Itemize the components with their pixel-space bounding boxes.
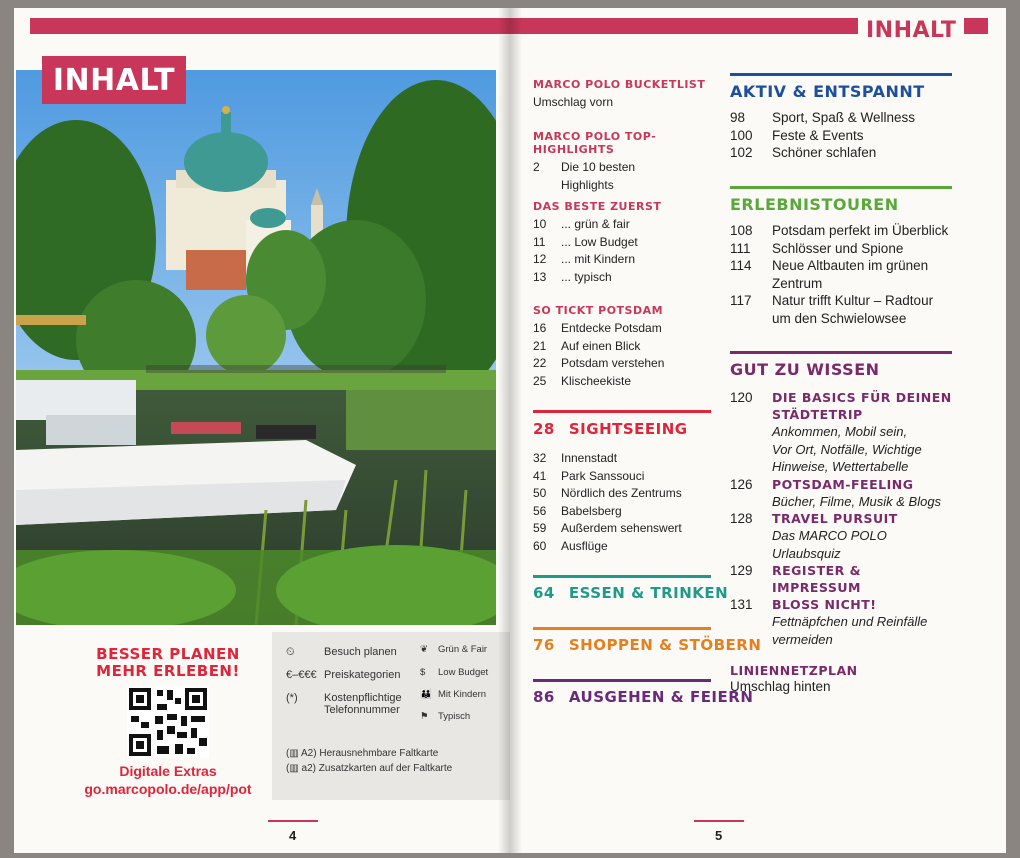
clock-icon: ⏲ [286, 646, 295, 658]
entry-text: ... grün & fair [561, 217, 630, 231]
entry-text: Die 10 besten [561, 160, 636, 174]
entry-page: 100 [730, 127, 753, 143]
section-so-tickt [533, 304, 713, 390]
toc-entry[interactable] [533, 216, 713, 234]
entry-page: 129 [730, 563, 753, 578]
sightseeing-rule [533, 410, 711, 413]
legend-item-preis [286, 669, 400, 681]
promo-block [78, 646, 258, 798]
entry-sub: Bücher, Filme, Musik & Blogs [772, 493, 942, 509]
qr-code-icon[interactable] [127, 686, 209, 758]
section-best [533, 200, 713, 286]
entry-page: 117 [730, 293, 752, 308]
toc-entry[interactable] [533, 373, 713, 391]
toc-entry[interactable] [730, 240, 952, 258]
section-page: 86 [533, 688, 555, 706]
entry-text: Entdecke Potsdam [561, 321, 662, 335]
entry-page: 41 [533, 468, 547, 483]
entry-page: 114 [730, 258, 752, 273]
entry-sub: vermeiden [772, 631, 833, 647]
entry-title: TRAVEL PURSUIT [772, 511, 898, 526]
legend-item-gruen [420, 644, 487, 655]
section-page: 64 [533, 584, 555, 602]
toc-entry[interactable] [533, 177, 713, 195]
toc-entry-feeling[interactable] [730, 476, 952, 511]
entry-page: 131 [730, 597, 753, 612]
entry-page: 25 [533, 373, 547, 388]
essen-rule [533, 575, 711, 578]
entry-sub: Ankommen, Mobil sein, [772, 424, 908, 439]
sightseeing-entries [533, 450, 713, 555]
toc-entry[interactable] [730, 222, 952, 240]
legend-item-telefon [286, 692, 416, 716]
entry-text: Highlights [561, 177, 614, 192]
legend-item-kinder [420, 689, 486, 700]
section-heading: ESSEN & TRINKEN [568, 584, 729, 602]
section-heading: SIGHTSEEING [568, 420, 688, 438]
entry-text: Innenstadt [561, 451, 618, 465]
section-title: MARCO POLO BUCKETLIST [533, 78, 706, 91]
toc-entry[interactable] [533, 234, 713, 252]
entry-text: Außerdem sehenswert [561, 521, 682, 535]
promo-line-1: BESSER PLANEN [96, 645, 240, 663]
entry-page: 108 [730, 223, 753, 238]
entry-title: DIE BASICS FÜR DEINEN [772, 390, 952, 405]
page-number-left: 4 [289, 828, 297, 843]
entry-text: um den Schwielowsee [772, 310, 907, 326]
toc-entry[interactable] [730, 144, 952, 162]
entry-sub: Das MARCO POLO Urlaubsquiz [772, 528, 887, 561]
page-number-rule [694, 820, 744, 822]
toc-entry[interactable] [533, 320, 713, 338]
section-touren [730, 195, 952, 327]
entry-title: BLOSS NICHT! [772, 597, 877, 612]
entry-page: 59 [533, 521, 547, 535]
entry-text: ... typisch [561, 269, 612, 284]
entry-page: 16 [533, 321, 547, 335]
toc-entry[interactable] [533, 538, 713, 556]
budget-icon: $ [420, 667, 426, 678]
entry-title: REGISTER & IMPRESSUM [772, 563, 862, 595]
touren-rule [730, 186, 952, 189]
inhalt-header-right: INHALT [858, 18, 964, 43]
entry-page: 111 [730, 240, 751, 256]
toc-entry-netzplan[interactable] [730, 662, 952, 694]
symbol-legend [272, 632, 510, 800]
entry-text: Potsdam perfekt im Überblick [772, 223, 949, 238]
section-heading: AKTIV & ENTSPANNT [730, 82, 925, 101]
toc-entry-basics[interactable] [730, 389, 952, 476]
digital-extras-url[interactable]: go.marcopolo.de/app/pot [84, 781, 252, 797]
legend-label: Low Budget [438, 667, 489, 678]
toc-entry[interactable] [730, 109, 952, 127]
legend-item-besuch [286, 646, 397, 659]
section-shoppen[interactable] [533, 636, 761, 654]
entry-text: Nördlich des Zentrums [561, 486, 682, 500]
legend-item-typisch [420, 711, 470, 722]
potsdam-photo-illustration [16, 70, 496, 625]
entry-text: Ausflüge [561, 538, 608, 553]
legend-label: Preiskategorien [324, 669, 401, 681]
toc-entry[interactable] [533, 338, 713, 356]
toc-entry-register[interactable] [730, 562, 952, 596]
section-heading: SHOPPEN & STÖBERN [568, 636, 762, 654]
entry-text: ... mit Kindern [561, 252, 636, 266]
page-number-right: 5 [715, 828, 723, 843]
promo-line-2: MEHR ERLEBEN! [96, 662, 240, 680]
entry-text: Neue Altbauten im grünen [772, 258, 929, 273]
toc-entry[interactable] [730, 127, 952, 145]
entry-page [730, 310, 772, 328]
entry-sub: Umschlag hinten [730, 679, 831, 694]
section-essen[interactable] [533, 584, 728, 602]
toc-entry[interactable] [533, 485, 713, 503]
entry-text: Auf einen Blick [561, 338, 641, 353]
entry-text: Park Sanssouci [561, 468, 645, 483]
entry-text: Zentrum [772, 275, 823, 291]
ausgehen-rule [533, 679, 711, 682]
toc-entry[interactable] [533, 468, 713, 486]
section-title: SO TICKT POTSDAM [533, 304, 664, 317]
entry-page: 12 [533, 252, 547, 266]
toc-entry[interactable] [730, 310, 952, 328]
entry-page: 60 [533, 538, 547, 553]
legend-map-1: (▥ A2) Herausnehmbare Faltkarte [286, 748, 439, 759]
section-gut-zu-wissen [730, 360, 952, 694]
entry-page: 10 [533, 217, 547, 231]
toc-entry[interactable] [533, 159, 713, 177]
entry-page: 32 [533, 451, 547, 465]
entry-page [730, 275, 772, 293]
entry-sub: Vor Ort, Notfälle, Wichtige [772, 441, 922, 457]
legend-label: Kostenpflichtige Telefonnummer [324, 692, 402, 716]
section-title: MARCO POLO TOP-HIGHLIGHTS [533, 130, 657, 156]
toc-entry[interactable] [533, 269, 713, 287]
section-bucketlist [533, 78, 713, 112]
toc-entry[interactable] [533, 520, 713, 538]
toc-entry[interactable] [533, 503, 713, 521]
entry-page [533, 177, 561, 195]
entry-title: POTSDAM-FEELING [772, 476, 914, 492]
legend-label: Mit Kindern [438, 689, 487, 700]
legend-item-budget [420, 667, 488, 678]
entry-text: Umschlag vorn [533, 95, 614, 109]
entry-page: 98 [730, 110, 746, 125]
toc-entry[interactable] [730, 292, 952, 310]
section-title: DAS BESTE ZUERST [533, 200, 662, 213]
legend-label: Grün & Fair [438, 644, 488, 655]
asterisk-icon: (*) [286, 692, 298, 704]
entry-text: Babelsberg [561, 503, 622, 518]
toc-entry[interactable] [533, 450, 713, 468]
toc-entry[interactable] [730, 275, 952, 293]
price-icon: €–€€€ [286, 669, 317, 681]
entry-text: Natur trifft Kultur – Radtour [772, 293, 934, 308]
shoppen-rule [533, 627, 711, 630]
cover-photo [16, 70, 496, 625]
entry-text: Sport, Spaß & Wellness [772, 110, 916, 125]
entry-page: 120 [730, 390, 753, 405]
aktiv-rule [730, 73, 952, 76]
section-ausgehen[interactable] [533, 688, 753, 706]
entry-page: 128 [730, 511, 753, 526]
section-top-highlights [533, 130, 713, 194]
entry-title: STÄDTETRIP [772, 407, 863, 422]
entry-text: Feste & Events [772, 127, 864, 143]
gut-rule [730, 351, 952, 354]
section-heading: AUSGEHEN & FEIERN [568, 688, 754, 706]
toc-entry[interactable] [533, 94, 713, 112]
entry-sub: Fettnäpfchen und Reinfälle [772, 614, 928, 629]
section-heading: ERLEBNISTOUREN [730, 195, 899, 214]
family-icon: 👪 [420, 689, 432, 700]
entry-page: 50 [533, 486, 547, 500]
entry-page: 13 [533, 269, 547, 284]
section-sightseeing[interactable] [533, 420, 688, 438]
toc-entry[interactable] [533, 355, 713, 373]
entry-page: 11 [533, 234, 546, 249]
toc-entry[interactable] [730, 257, 952, 275]
section-page: 76 [533, 636, 555, 654]
entry-title: LINIENNETZPLAN [730, 663, 858, 678]
entry-page: 126 [730, 476, 753, 492]
entry-text: Schlösser und Spione [772, 240, 904, 256]
entry-page: 102 [730, 145, 753, 160]
entry-page: 2 [533, 160, 540, 174]
leaf-icon: ❦ [420, 644, 428, 655]
digital-extras-label: Digitale Extras [119, 763, 217, 779]
flag-icon: ⚑ [420, 711, 429, 722]
section-heading: GUT ZU WISSEN [730, 360, 880, 379]
entry-text: ... Low Budget [561, 234, 638, 249]
toc-entry[interactable] [533, 251, 713, 269]
left-top-bar [30, 18, 510, 34]
entry-text: Klischeekiste [561, 373, 632, 388]
section-aktiv [730, 82, 952, 162]
entry-text: Potsdam verstehen [561, 356, 665, 370]
inhalt-label: INHALT [42, 56, 186, 104]
legend-label: Besuch planen [324, 646, 397, 658]
entry-page: 56 [533, 503, 547, 518]
legend-map-2: (▥ a2) Zusatzkarten auf der Faltkarte [286, 763, 453, 774]
page-number-rule [268, 820, 318, 822]
toc-entry-pursuit[interactable] [730, 510, 952, 562]
entry-page: 21 [533, 338, 547, 353]
toc-entry-bloss-nicht[interactable] [730, 596, 952, 648]
entry-text: Schöner schlafen [772, 145, 877, 160]
entry-sub: Hinweise, Wettertabelle [772, 459, 909, 474]
section-page: 28 [533, 420, 555, 438]
legend-label: Typisch [438, 711, 471, 722]
entry-page: 22 [533, 356, 547, 370]
